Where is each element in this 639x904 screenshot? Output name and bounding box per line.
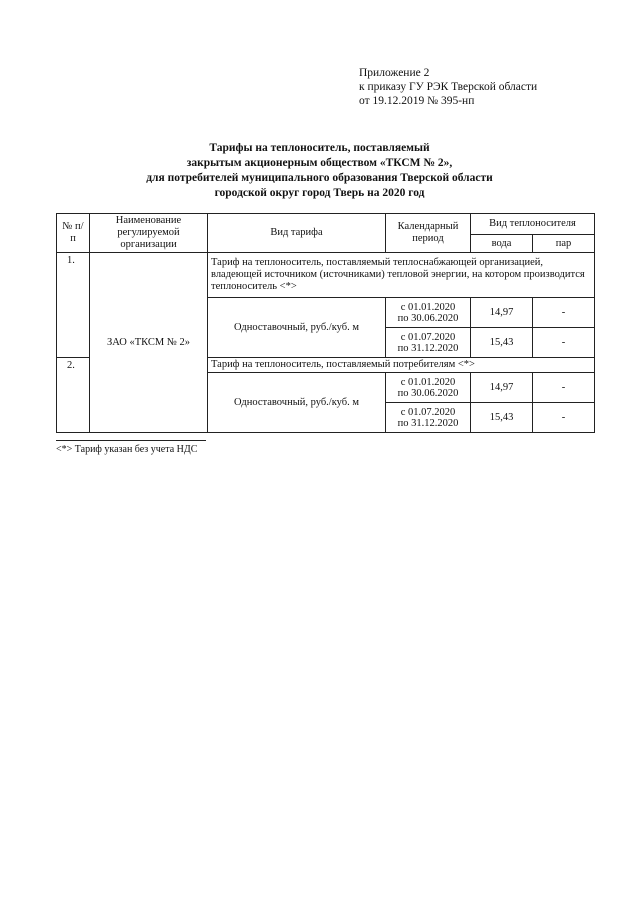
header-organization: Наименование регулируемой организации [90, 214, 208, 253]
appendix-line: к приказу ГУ РЭК Тверской области [359, 81, 538, 93]
header-carrier: Вид теплоносителя [471, 214, 595, 235]
period-end: по 31.12.2020 [397, 417, 459, 429]
period-cell [386, 328, 471, 358]
header-water: вода [471, 235, 533, 253]
title-line: закрытым акционерным обществом «ТКСМ № 2», [186, 157, 453, 169]
title-line: городской округ город Тверь на 2020 год [214, 187, 425, 199]
section-number: 2. [57, 358, 90, 433]
period-start: с 01.07.2020 [400, 331, 456, 343]
period-start: с 01.01.2020 [400, 376, 456, 388]
section-description: Тариф на теплоноситель, поставляемый потребителям <*> [208, 358, 595, 373]
period-end: по 31.12.2020 [397, 342, 459, 354]
appendix-line: от 19.12.2019 № 395-нп [359, 95, 475, 107]
header-number: № п/п [57, 214, 90, 253]
section-number: 1. [57, 253, 90, 358]
section-description: Тариф на теплоноситель, поставляемый теплоснабжающей организацией, владеющей источником (источниками) тепловой энергии, на котором производится теплоноситель <*> [208, 253, 595, 298]
appendix-line: Приложение 2 [359, 67, 430, 79]
header-period: Календарный период [386, 214, 471, 253]
period-cell [386, 403, 471, 433]
footnote: <*> Тариф указан без учета НДС [56, 444, 198, 455]
water-value: 15,43 [471, 403, 533, 433]
title-line: Тарифы на теплоноситель, поставляемый [209, 142, 430, 154]
tariff-type: Одноставочный, руб./куб. м [208, 298, 386, 358]
document-title [0, 141, 639, 201]
header-tariff-type: Вид тарифа [208, 214, 386, 253]
water-value: 15,43 [471, 328, 533, 358]
period-cell [386, 373, 471, 403]
water-value: 14,97 [471, 373, 533, 403]
organization-name: ЗАО «ТКСМ № 2» [90, 253, 208, 433]
steam-value: - [533, 403, 595, 433]
period-cell [386, 298, 471, 328]
footnote-divider [56, 440, 206, 441]
appendix-block [359, 66, 537, 108]
period-end: по 30.06.2020 [397, 312, 459, 324]
period-end: по 30.06.2020 [397, 387, 459, 399]
steam-value: - [533, 373, 595, 403]
water-value: 14,97 [471, 298, 533, 328]
tariff-type: Одноставочный, руб./куб. м [208, 373, 386, 433]
header-steam: пар [533, 235, 595, 253]
title-line: для потребителей муниципального образования Тверской области [146, 172, 493, 184]
steam-value: - [533, 328, 595, 358]
period-start: с 01.01.2020 [400, 301, 456, 313]
steam-value: - [533, 298, 595, 328]
tariff-table [56, 213, 595, 433]
period-start: с 01.07.2020 [400, 406, 456, 418]
